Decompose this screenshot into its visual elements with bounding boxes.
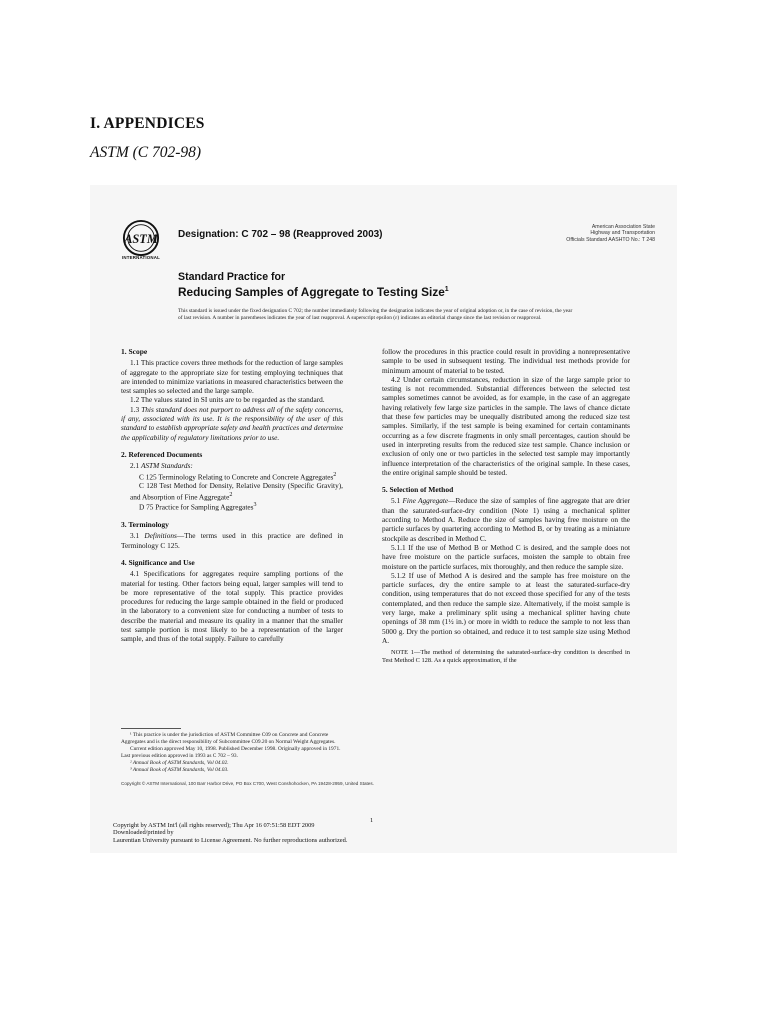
left-column [121, 347, 343, 644]
section-heading: I. APPENDICES [90, 115, 205, 132]
paragraph: 5.1.1 If the use of Method B or Method C is desired, and the sample does not have free moisture on the particle surfaces, moisten the sample to obtain free moisture on the particle surfaces, mix thoroughly, and then reduce the sample size. [382, 542, 630, 571]
section-title: 5. Selection of Method [382, 485, 454, 495]
section-title: 2. Referenced Documents [121, 449, 203, 459]
reference-item: C 128 Test Method for Density, Relative Density (Specific Gravity), and Absorption of Fine Aggregate$^2$ [130, 481, 343, 501]
reference-item: D 75 Practice for Sampling Aggregates$^3$ [139, 502, 257, 512]
document-subheading: ASTM (C 702-98) [90, 144, 202, 161]
paragraph: 5.1 Fine Aggregate—Reduce the size of samples of fine aggregate that are drier than the saturated-surface-dry condition (Note 1) using a mechanical splitter according to Method A. Reduce the size of samples having free moisture on the particle surfaces by quartering according to Method B, or by treating as a miniature stockpile as described in Method C. [382, 496, 630, 543]
standard-title-line1: Standard Practice for [178, 271, 286, 283]
paragraph: 4.2 Under certain circumstances, reduction in size of the large sample prior to testing is not recommended. Substantial differences between the selected test samples sometimes cannot be avoided, as for example, in the case of an aggregate having relatively few large size particles in the sample. The laws of chance dictate that these few particles may be unequally distributed among the reduced size test samples. Similarly, if the test sample is being examined for certain contaminants occurring as a few discrete fragments in only small percentages, caution should be used in interpreting results from the reduced size test sample. Chance inclusion or exclusion of only one or two particles in the selected test sample may importantly influence interpretation of the characteristics of the original sample. In these cases, the entire original sample should be tested. [382, 374, 630, 477]
logo-caption: INTERNATIONAL [121, 255, 161, 260]
paragraph: 5.1.2 If use of Method A is desired and the sample has free moisture on the particle surfaces, dry the entire sample to at least the saturated-surface-dry condition, using temperatures that do not exceed those specified for any of the tests contemplated, and then reduce the sample size. Alternatively, if the moist sample is very large, make a preliminary split using a mechanical splitter having chute openings of 38 mm (1½ in.) or more in width to reduce the sample to not less than 5000 g. Dry the portion so obtained, and reduce it to test sample size using Method A. [382, 570, 630, 645]
paragraph: 1.3 This standard does not purport to address all of the safety concerns, if any, associated with its use. It is the responsibility of the user of this standard to establish appropriate safety and health practices and determine the applicability of regulatory limitations prior to use. [121, 404, 344, 442]
section-title: 4. Significance and Use [121, 557, 195, 567]
paragraph: 1.1 This practice covers three methods for the reduction of large samples of aggregate to the appropriate size for testing employing techniques that are intended to minimize variations in measured characteristics between the test samples so selected and the large sample. [121, 358, 343, 396]
page-number: 1 [370, 817, 374, 824]
issuance-notice: This standard is issued under the fixed designation C 702; the number immediately following the designation indicates the year of original adoption or, in the case of revision, the year of last revision. A number in parentheses indicates the year of last reapproval. A superscript epsilon (ε) indicates an editorial change since the last revision or reapproval. [178, 308, 573, 321]
svg-text:ASTM: ASTM [124, 231, 158, 246]
paragraph: 4.1 Specifications for aggregates require sampling portions of the material for testing. Other factors being equal, larger samples will tend to be more representative of the total supply. This practice provides procedures for reducing the large sample obtained in the field or produced in the laboratory to a convenient size for conducting a number of tests to describe the material and measure its quality in a manner that the smaller test sample portion is most likely to be a representation of the larger sample, and thus of the total supply. Failure to carefully [121, 569, 343, 644]
paragraph: 2.1 ASTM Standards: [130, 461, 193, 471]
section-title: 1. Scope [121, 347, 148, 356]
right-column [382, 347, 630, 666]
section-title: 3. Terminology [121, 520, 169, 530]
paragraph: 3.1 Definitions—The terms used in this practice are defined in Terminology C 125. [121, 531, 344, 550]
reference-item: C 125 Terminology Relating to Concrete and Concrete Aggregates$^2$ [139, 471, 337, 481]
paragraph: 1.2 The values stated in SI units are to be regarded as the standard. [130, 395, 325, 405]
standard-title-line2: Reducing Samples of Aggregate to Testing Size$^1$ [178, 285, 449, 299]
aashto-note: American Association State Highway and Transportation Officials Standard AASHTO No.: T 248 [566, 224, 655, 243]
download-notice: Copyright by ASTM Int'l (all rights reserved); Thu Apr 16 07:51:58 EDT 2009 Downloaded/printed by Laurentian University pursuant to License Agreement. No further reproductions authorized. [113, 822, 348, 844]
astm-logo-icon [122, 218, 160, 258]
designation: Designation: C 702 – 98 (Reapproved 2003) [178, 229, 383, 240]
inner-copyright: Copyright © ASTM International, 100 Barr Harbor Drive, PO Box C700, West Conshohocken, PA 19428-2959, United States. [121, 781, 374, 786]
note: NOTE 1—The method of determining the saturated-surface-dry condition is described in Test Method C 128. As a quick approximation, if the [382, 649, 630, 665]
footnote-rule [121, 728, 181, 729]
footnotes: ¹ This practice is under the jurisdiction of ASTM Committee C09 on Concrete and Concrete Aggregates and is the direct responsibility of Subcommittee C09.20 on Normal Weight Aggregates. Current edition approved May 10, 1998. Published December 1998. Originally approved in 1971. Last previous edition approved in 1993 as C 702 – 93. ² Annual Book of ASTM Standards, Vol 04.02. ³ Annual Book of ASTM Standards, Vol 04.03. [121, 732, 341, 773]
paragraph: follow the procedures in this practice could result in providing a nonrepresentative sample to be used in subsequent testing. The individual test methods provide for minimum amount of material to be tested. [382, 347, 630, 375]
scanned-standard-page [90, 185, 677, 853]
